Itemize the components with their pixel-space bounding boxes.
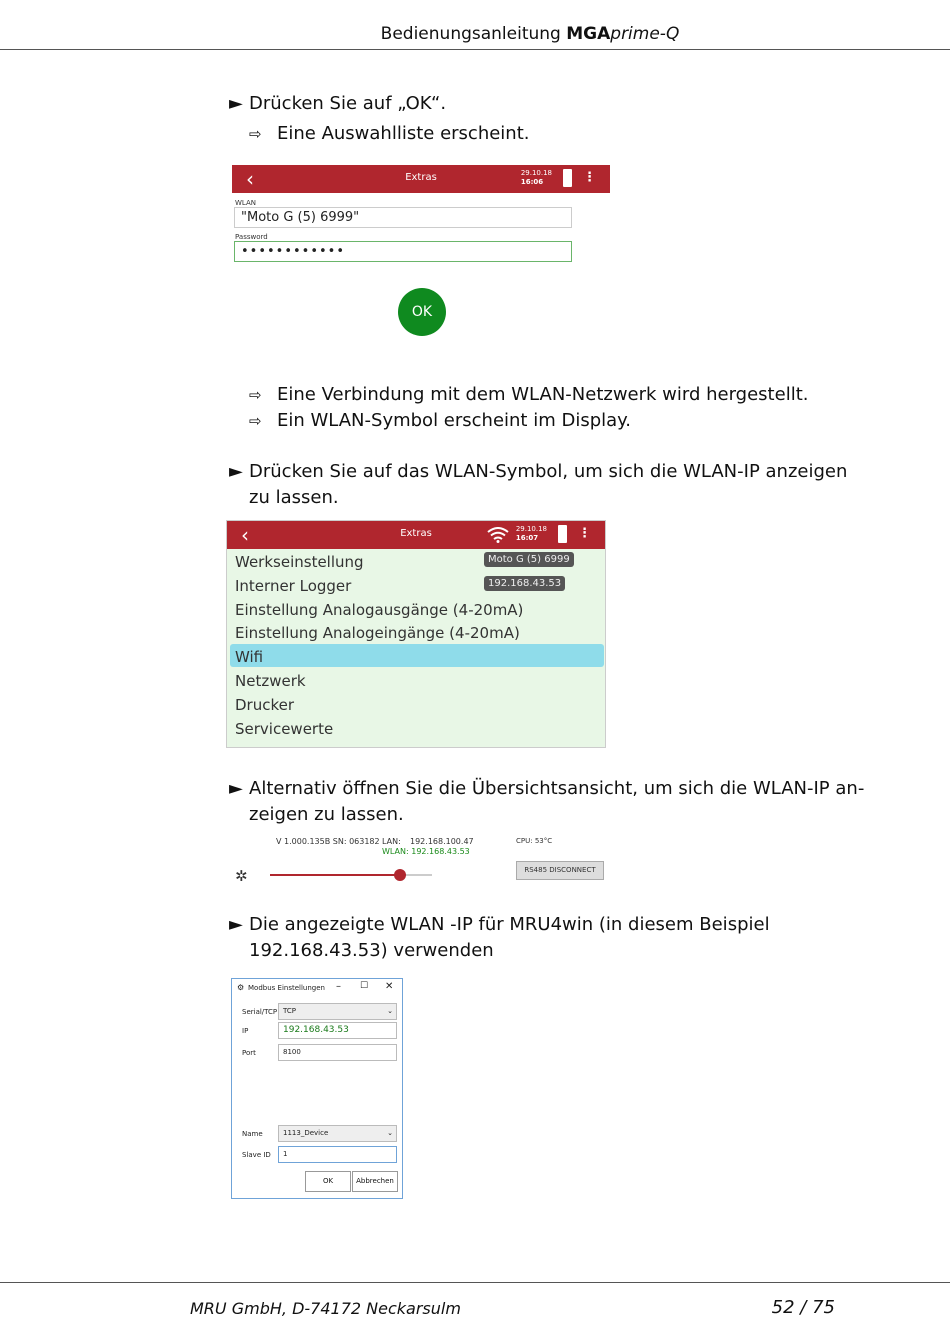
name-label: Name: [242, 1130, 263, 1138]
extras-menu-screenshot: [226, 520, 606, 748]
cpu-temp: CPU: 53°C: [516, 837, 553, 845]
step-1: [229, 91, 446, 117]
menu-item[interactable]: Einstellung Analogeingänge (4-20mA): [235, 624, 520, 643]
battery-icon: [563, 169, 572, 187]
ok-button[interactable]: OK: [398, 288, 446, 336]
result-text: Eine Auswahlliste erscheint.: [277, 123, 530, 144]
step-1-result-1: [249, 121, 530, 147]
close-icon[interactable]: ✕: [385, 981, 394, 992]
menu-item[interactable]: Wifi: [235, 648, 264, 667]
version-text: V 1.000.135B SN: 063182: [276, 837, 380, 846]
name-value: 1113_Device: [283, 1129, 329, 1137]
serial-tcp-value: TCP: [283, 1007, 296, 1015]
screen-title: Extras: [400, 528, 432, 539]
brightness-icon: ✲: [235, 867, 248, 885]
wlan-ip: WLAN: 192.168.43.53: [382, 847, 470, 856]
maximize-icon[interactable]: ☐: [360, 981, 369, 991]
serial-tcp-label: Serial/TCP: [242, 1008, 278, 1016]
result-text: Eine Verbindung mit dem WLAN-Netzwerk wird hergestellt.: [277, 384, 809, 405]
date-text: 29.10.18: [515, 525, 547, 533]
wifi-ssid-tooltip: Moto G (5) 6999: [484, 552, 574, 567]
port-label: Port: [242, 1049, 256, 1057]
step-1-text: Drücken Sie auf „OK“.: [249, 93, 447, 114]
bullet-icon: ►: [229, 778, 243, 799]
footer-company: MRU GmbH, D-74172 Neckarsulm: [190, 1299, 461, 1318]
gear-icon: ⚙: [237, 983, 245, 992]
wlan-label: WLAN: [235, 199, 257, 207]
wifi-icon[interactable]: [487, 527, 509, 543]
datetime: [521, 169, 552, 187]
slave-id-input[interactable]: 1: [278, 1146, 397, 1163]
menu-item[interactable]: Drucker: [235, 695, 295, 714]
step-4: [229, 912, 770, 964]
port-input[interactable]: 8100: [278, 1044, 397, 1061]
brightness-slider-track[interactable]: [270, 874, 432, 876]
wlan-login-screenshot: [232, 165, 610, 345]
name-select[interactable]: [278, 1125, 397, 1142]
lan-label: LAN:: [382, 837, 401, 846]
overflow-menu-icon[interactable]: ⋮: [583, 170, 596, 185]
dialog-title: Modbus Einstellungen: [248, 984, 325, 992]
back-arrow-icon[interactable]: ‹: [241, 523, 249, 547]
ip-label: IP: [242, 1027, 249, 1035]
step-3-line-2: zeigen zu lassen.: [249, 804, 404, 825]
result-arrow-icon: ⇨: [249, 412, 262, 430]
step-3: [229, 776, 864, 828]
step-3-line-1: Alternativ öffnen Sie die Übersichtsansicht, um sich die WLAN-IP an-: [249, 778, 865, 799]
overview-screenshot: [232, 835, 610, 885]
password-label: Password: [235, 233, 268, 241]
header-product-bold: MGA: [566, 24, 611, 44]
modbus-settings-dialog: [231, 978, 403, 1199]
menu-item[interactable]: Servicewerte: [235, 719, 334, 738]
lan-ip: 192.168.100.47: [410, 837, 474, 846]
result-arrow-icon: ⇨: [249, 386, 262, 404]
result-arrow-icon: ⇨: [249, 125, 262, 143]
app-title-bar: [232, 165, 610, 193]
date-text: 29.10.18: [520, 169, 552, 177]
slave-id-label: Slave ID: [242, 1151, 271, 1159]
datetime: [516, 525, 547, 543]
ip-input[interactable]: 192.168.43.53: [278, 1022, 397, 1039]
wifi-ip-tooltip: 192.168.43.53: [484, 576, 565, 591]
chevron-down-icon: ⌄: [387, 1007, 393, 1015]
chevron-down-icon: ⌄: [387, 1129, 393, 1137]
back-arrow-icon[interactable]: ‹: [246, 167, 254, 191]
header-rule: [0, 49, 950, 50]
header-prefix: Bedienungsanleitung: [380, 24, 567, 44]
header-product-italic: prime-Q: [610, 24, 680, 44]
app-title-bar: [227, 521, 605, 549]
screen-title: Extras: [405, 172, 437, 183]
brightness-slider-thumb[interactable]: [394, 869, 406, 881]
step-4-line-1: Die angezeigte WLAN -IP für MRU4win (in diesem Beispiel: [249, 914, 770, 935]
cancel-button[interactable]: Abbrechen: [352, 1171, 398, 1192]
wlan-field[interactable]: "Moto G (5) 6999": [234, 207, 572, 228]
rs485-disconnect-button[interactable]: RS485 DISCONNECT: [516, 861, 604, 880]
minimize-icon[interactable]: –: [336, 981, 341, 992]
step-4-line-2: 192.168.43.53) verwenden: [249, 940, 494, 961]
time-text: 16:07: [515, 534, 539, 542]
page-number: 52 / 75: [771, 1297, 835, 1318]
step-2-line-2: zu lassen.: [249, 487, 339, 508]
step-1-result-2: [249, 382, 808, 408]
ok-button[interactable]: OK: [305, 1171, 351, 1192]
step-2: [229, 459, 847, 511]
battery-icon: [558, 525, 567, 543]
password-field[interactable]: ••••••••••••: [234, 241, 572, 262]
bullet-icon: ►: [229, 914, 243, 935]
menu-item[interactable]: Netzwerk: [235, 672, 306, 690]
menu-item[interactable]: Werkseinstellung: [235, 553, 364, 571]
selected-item-highlight: [230, 644, 604, 667]
overflow-menu-icon[interactable]: ⋮: [578, 526, 591, 541]
result-text: Ein WLAN-Symbol erscheint im Display.: [277, 410, 631, 431]
menu-item[interactable]: Interner Logger: [235, 576, 352, 595]
bullet-icon: ►: [229, 93, 243, 114]
time-text: 16:06: [520, 178, 544, 186]
serial-tcp-select[interactable]: [278, 1003, 397, 1020]
step-2-line-1: Drücken Sie auf das WLAN-Symbol, um sich die WLAN-IP anzeigen: [249, 461, 848, 482]
menu-item[interactable]: Einstellung Analogausgänge (4-20mA): [235, 600, 524, 619]
step-1-result-3: [249, 408, 631, 434]
page-header: [0, 24, 950, 44]
footer-rule: [0, 1282, 950, 1283]
bullet-icon: ►: [229, 461, 243, 482]
